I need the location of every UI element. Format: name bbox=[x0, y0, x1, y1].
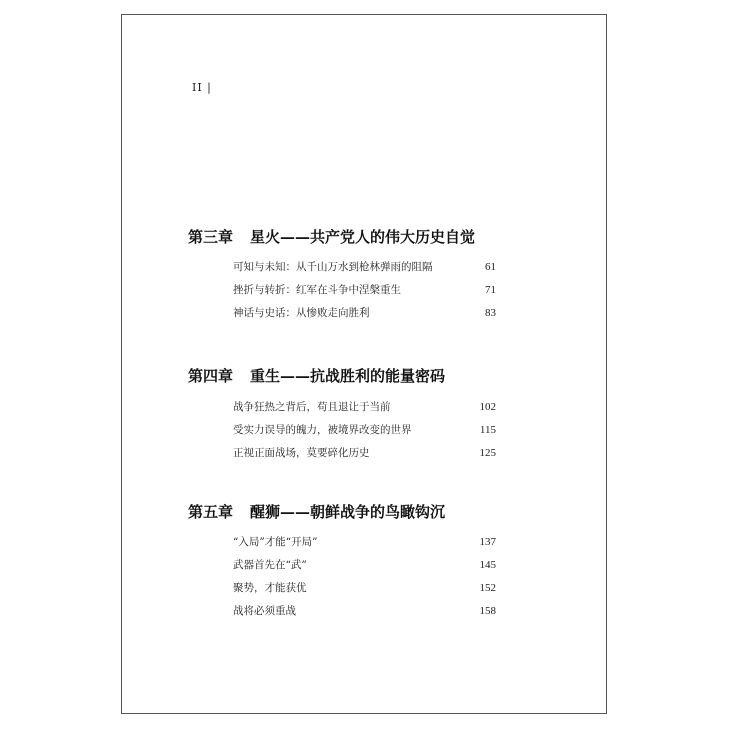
book-page bbox=[121, 14, 607, 714]
toc-entry-page: 102 bbox=[479, 401, 496, 413]
toc-entry-title: 挫折与转折：红军在斗争中涅槃重生 bbox=[233, 284, 401, 296]
toc-entry-page: 137 bbox=[479, 536, 496, 548]
chapter-title: 重生——抗战胜利的能量密码 bbox=[250, 367, 446, 385]
toc-entry-page: 145 bbox=[479, 559, 496, 571]
toc-entry-page: 71 bbox=[485, 284, 496, 296]
toc-entry bbox=[233, 558, 496, 572]
toc-entry bbox=[233, 581, 496, 595]
toc-entry bbox=[233, 260, 496, 274]
toc-entry-title: 战争狂热之背后，苟且退让于当前 bbox=[233, 401, 391, 413]
toc-entry bbox=[233, 423, 496, 437]
toc-entry-title: 聚势，才能获优 bbox=[233, 582, 307, 594]
chapter-number: 第五章 bbox=[188, 503, 234, 521]
chapter-title: 星火——共产党人的伟大历史自觉 bbox=[250, 228, 476, 246]
chapter-title: 醒狮——朝鲜战争的鸟瞰钩沉 bbox=[250, 503, 446, 521]
toc-entry-title: 可知与未知：从千山万水到枪林弹雨的阻隔 bbox=[233, 261, 433, 273]
toc-entry bbox=[233, 400, 496, 414]
toc-entry-page: 158 bbox=[479, 605, 496, 617]
toc-entry-title: 战将必须重战 bbox=[233, 605, 296, 617]
toc-entry-title: 武器首先在“武” bbox=[233, 559, 307, 571]
toc-entry bbox=[233, 535, 496, 549]
chapter-heading bbox=[188, 226, 475, 247]
toc-entry-page: 125 bbox=[479, 447, 496, 459]
toc-entry-page: 61 bbox=[485, 261, 496, 273]
chapter-heading bbox=[188, 501, 445, 522]
toc-entry bbox=[233, 604, 496, 618]
chapter-heading bbox=[188, 365, 445, 386]
toc-entry-title: 正视正面战场，莫要碎化历史 bbox=[233, 447, 370, 459]
toc-entry bbox=[233, 283, 496, 297]
toc-entry-page: 83 bbox=[485, 307, 496, 319]
toc-entry bbox=[233, 306, 496, 320]
toc-entry-page: 115 bbox=[479, 424, 496, 436]
chapter-number: 第三章 bbox=[188, 228, 234, 246]
toc-entry-title: 受实力误导的魄力，被境界改变的世界 bbox=[233, 424, 412, 436]
toc-entry-title: 神话与史话：从惨败走向胜利 bbox=[233, 307, 370, 319]
toc-entry bbox=[233, 446, 496, 460]
page-folio: II | bbox=[192, 81, 212, 94]
chapter-number: 第四章 bbox=[188, 367, 234, 385]
toc-entry-title: “入局”才能“开局” bbox=[233, 536, 318, 548]
toc-entry-page: 152 bbox=[479, 582, 496, 594]
